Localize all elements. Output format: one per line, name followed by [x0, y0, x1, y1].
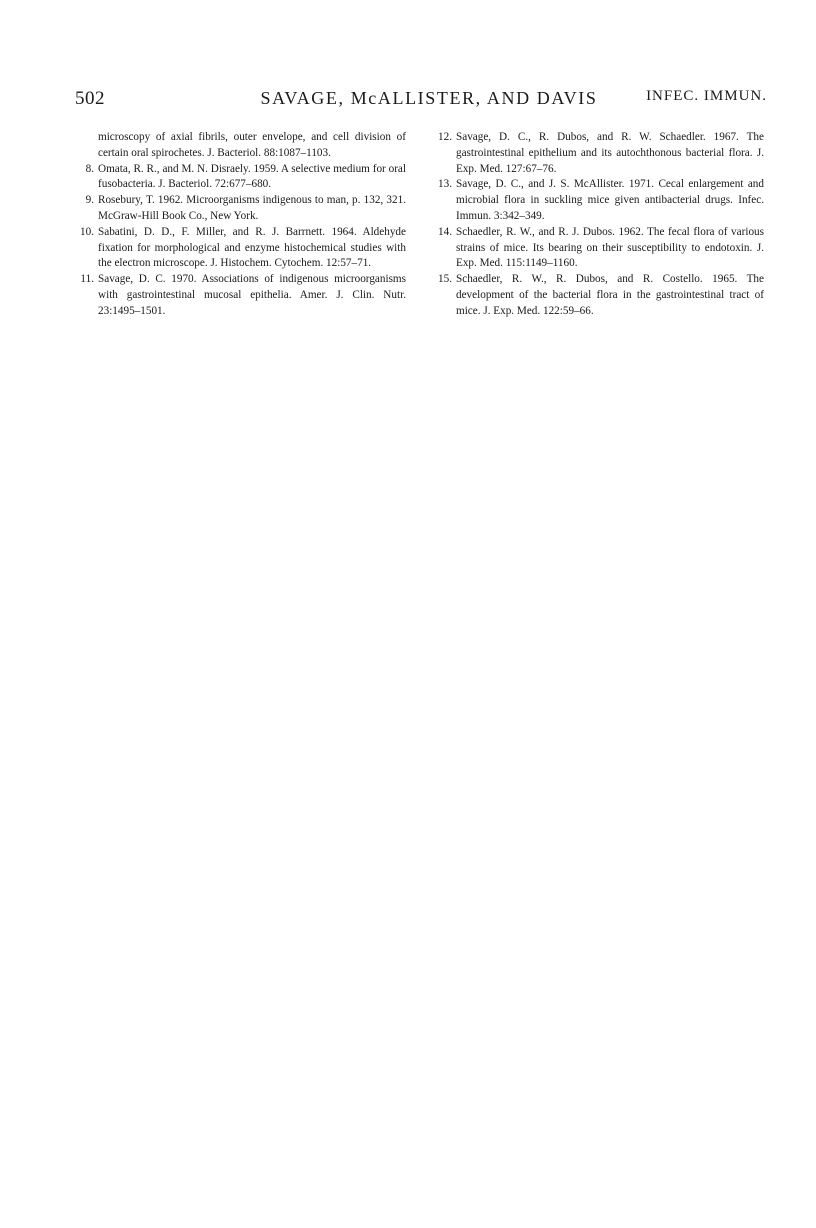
reference-text: Schaedler, R. W., R. Dubos, and R. Costello. 1965. The development of the bacterial flora in the gastrointestinal tract of mice. J. Exp. Med. 122:59–66. — [456, 273, 764, 317]
reference-text: microscopy of axial fibrils, outer envelope, and cell division of certain oral spirochetes. J. Bacteriol. 88:1087–1103. — [98, 131, 406, 159]
references-left-column — [76, 130, 406, 320]
references-right-column — [434, 130, 764, 320]
reference-number: 12. — [438, 131, 452, 143]
reference-text: Savage, D. C. 1970. Associations of indigenous microorganisms with gastrointestinal mucosal epithelia. Amer. J. Clin. Nutr. 23:1495–1501. — [98, 273, 406, 317]
running-title: SAVAGE, McALLISTER, AND DAVIS — [260, 88, 598, 108]
reference-number: 13. — [438, 178, 452, 191]
reference-text: Savage, D. C., R. Dubos, and R. W. Schaedler. 1967. The gastrointestinal epithelium and its autochthonous bacterial flora. J. Exp. Med. 127:67–76. — [456, 131, 764, 175]
reference-number: 14. — [438, 225, 452, 238]
reference-item — [76, 225, 406, 272]
reference-item — [434, 225, 764, 272]
reference-text: Omata, R. R., and M. N. Disraely. 1959. A selective medium for oral fusobacteria. J. Bacteriol. 72:677–680. — [98, 162, 406, 191]
running-header — [75, 88, 767, 112]
reference-text: Schaedler, R. W., and R. J. Dubos. 1962. The fecal flora of various strains of mice. Its bearing on their susceptibility to endotoxin. J. Exp. Med. 115:1149–1160. — [456, 225, 764, 270]
reference-item — [76, 130, 406, 162]
reference-text: Savage, D. C., and J. S. McAllister. 1971. Cecal enlargement and microbial flora in suckling mice given antibacterial drugs. Infec. Immun. 3:342–349. — [456, 178, 764, 222]
reference-item — [76, 193, 406, 225]
reference-item — [434, 272, 764, 319]
reference-item — [434, 130, 764, 177]
reference-number: 8. — [85, 162, 94, 175]
reference-item — [76, 272, 406, 319]
reference-text: Rosebury, T. 1962. Microorganisms indigenous to man, p. 132, 321. McGraw-Hill Book Co., New York. — [98, 194, 406, 222]
reference-number: 15. — [438, 273, 452, 286]
reference-number: 10. — [80, 225, 94, 238]
reference-text: Sabatini, D. D., F. Miller, and R. J. Barrnett. 1964. Aldehyde fixation for morphological and enzyme histochemical studies with the electron microscope. J. Histochem. Cytochem. 12:57–71. — [98, 225, 406, 270]
journal-abbreviation: INFEC. IMMUN. — [646, 88, 767, 104]
reference-number: 11. — [80, 273, 94, 286]
reference-number: 9. — [85, 194, 94, 207]
reference-item — [434, 177, 764, 224]
page-number: 502 — [75, 88, 105, 109]
reference-item — [76, 162, 406, 194]
